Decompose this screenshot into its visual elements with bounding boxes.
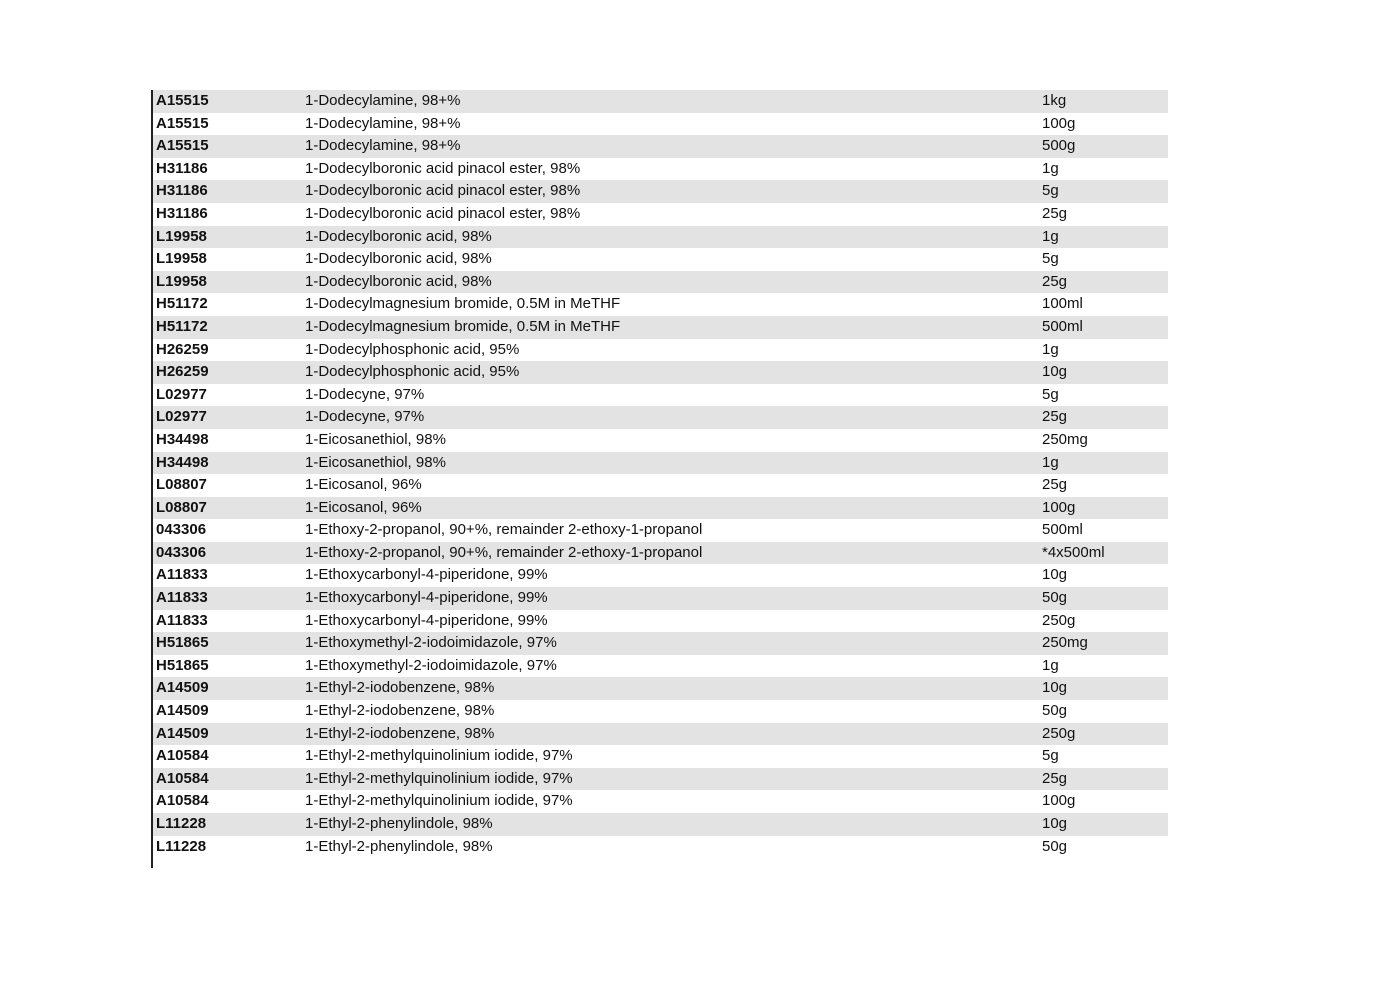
- product-code: H51865: [156, 656, 209, 674]
- pack-size: 10g: [1042, 815, 1068, 832]
- product-name: 1-Dodecylboronic acid, 98%: [305, 272, 492, 290]
- pack-size: 1g: [1042, 159, 1059, 177]
- pack-size: 25g: [1042, 476, 1068, 494]
- product-code: H34498: [156, 453, 209, 471]
- product-name: 1-Ethoxycarbonyl-4-piperidone, 99%: [305, 611, 548, 629]
- product-code: H51172: [156, 317, 208, 335]
- product-name: 1-Dodecylamine, 98+%: [305, 114, 461, 132]
- table-row: [153, 745, 1168, 768]
- pack-size: 1g: [1042, 340, 1059, 358]
- pack-size: 50g: [1042, 589, 1068, 607]
- pack-size: 1g: [1042, 453, 1059, 471]
- pack-size: 250g: [1042, 611, 1076, 629]
- product-code: L11228: [156, 837, 207, 855]
- product-name: 1-Dodecylmagnesium bromide, 0.5M in MeTHF: [305, 317, 621, 335]
- product-code: L19958: [156, 272, 207, 290]
- product-name: 1-Ethoxycarbonyl-4-piperidone, 99%: [305, 566, 548, 584]
- table-row: [153, 655, 1168, 678]
- product-name: 1-Dodecylphosphonic acid, 95%: [305, 340, 520, 358]
- product-name: 1-Eicosanol, 96%: [305, 498, 422, 516]
- product-name: 1-Dodecylmagnesium bromide, 0.5M in MeTHF: [305, 295, 621, 313]
- table-row: [153, 587, 1168, 610]
- pack-size: 250mg: [1042, 634, 1088, 652]
- product-code: L08807: [156, 498, 207, 516]
- pack-size: 25g: [1042, 204, 1068, 222]
- product-name: 1-Ethoxy-2-propanol, 90+%, remainder 2-ethoxy-1-propanol: [305, 521, 703, 539]
- table-row: [153, 293, 1168, 316]
- table-row: [153, 226, 1168, 249]
- product-code: A11833: [156, 566, 208, 584]
- table-row: [153, 90, 1168, 113]
- table-row: [153, 384, 1168, 407]
- table-row: [153, 564, 1168, 587]
- table-row: [153, 316, 1168, 339]
- pack-size: 25g: [1042, 272, 1068, 290]
- product-name: 1-Ethyl-2-iodobenzene, 98%: [305, 702, 495, 720]
- product-code: 043306: [156, 521, 207, 539]
- product-code: H31186: [156, 159, 208, 177]
- product-code: A14509: [156, 702, 209, 720]
- product-name: 1-Dodecylboronic acid, 98%: [305, 250, 492, 268]
- product-name: 1-Ethoxymethyl-2-iodoimidazole, 97%: [305, 656, 557, 674]
- product-code: H31186: [156, 182, 208, 200]
- product-name: 1-Dodecylamine, 98+%: [305, 137, 461, 155]
- table-row: [153, 542, 1168, 565]
- pack-size: 500ml: [1042, 317, 1083, 335]
- product-name: 1-Dodecyne, 97%: [305, 385, 425, 403]
- pack-size: 10g: [1042, 566, 1068, 584]
- table-row: [153, 248, 1168, 271]
- table-row: [153, 180, 1168, 203]
- pack-size: 5g: [1042, 182, 1059, 200]
- product-name: 1-Ethyl-2-methylquinolinium iodide, 97%: [305, 792, 573, 810]
- product-name: 1-Dodecyne, 97%: [305, 408, 425, 426]
- product-code: H34498: [156, 430, 209, 448]
- product-code: A15515: [156, 92, 209, 109]
- table-row: [153, 429, 1168, 452]
- table-row: [153, 677, 1168, 700]
- product-name: 1-Ethyl-2-methylquinolinium iodide, 97%: [305, 769, 573, 787]
- table-row: [153, 700, 1168, 723]
- product-name: 1-Eicosanethiol, 98%: [305, 430, 446, 448]
- product-code: L19958: [156, 227, 207, 245]
- product-name: 1-Dodecylamine, 98+%: [305, 92, 461, 109]
- product-code: A10584: [156, 769, 209, 787]
- table-row: [153, 836, 1168, 859]
- pack-size: 1kg: [1042, 92, 1067, 109]
- table-row: [153, 158, 1168, 181]
- table-row: [153, 406, 1168, 429]
- pack-size: 1g: [1042, 656, 1059, 674]
- pack-size: 500g: [1042, 137, 1076, 155]
- pack-size: 100ml: [1042, 295, 1083, 313]
- product-code: A10584: [156, 747, 209, 765]
- table-row: [153, 271, 1168, 294]
- pack-size: 50g: [1042, 837, 1068, 855]
- table-row: [153, 813, 1168, 836]
- pack-size: 10g: [1042, 363, 1068, 381]
- table-row: [153, 790, 1168, 813]
- table-row: [153, 519, 1168, 542]
- table-bottom-spacer: [153, 858, 1168, 868]
- table-row: [153, 339, 1168, 362]
- pack-size: *4x500ml: [1042, 543, 1105, 561]
- product-code: L11228: [156, 815, 207, 832]
- product-name: 1-Ethyl-2-iodobenzene, 98%: [305, 679, 495, 697]
- product-code: L08807: [156, 476, 207, 494]
- pack-size: 100g: [1042, 498, 1076, 516]
- product-name: 1-Dodecylboronic acid pinacol ester, 98%: [305, 159, 581, 177]
- table-row: [153, 135, 1168, 158]
- table-row: [153, 361, 1168, 384]
- pack-size: 5g: [1042, 747, 1059, 765]
- product-code: H51865: [156, 634, 209, 652]
- table-row: [153, 113, 1168, 136]
- pack-size: 100g: [1042, 114, 1076, 132]
- product-name: 1-Ethyl-2-iodobenzene, 98%: [305, 724, 495, 742]
- pack-size: 500ml: [1042, 521, 1083, 539]
- product-code: A15515: [156, 137, 209, 155]
- product-code: A15515: [156, 114, 209, 132]
- table-row: [153, 452, 1168, 475]
- product-name: 1-Ethoxymethyl-2-iodoimidazole, 97%: [305, 634, 557, 652]
- product-code: L02977: [156, 385, 207, 403]
- product-code: A14509: [156, 724, 209, 742]
- product-name: 1-Ethoxycarbonyl-4-piperidone, 99%: [305, 589, 548, 607]
- product-name: 1-Ethyl-2-phenylindole, 98%: [305, 815, 493, 832]
- product-name: 1-Eicosanethiol, 98%: [305, 453, 446, 471]
- pack-size: 10g: [1042, 679, 1068, 697]
- product-name: 1-Ethoxy-2-propanol, 90+%, remainder 2-ethoxy-1-propanol: [305, 543, 703, 561]
- pack-size: 5g: [1042, 250, 1059, 268]
- table-row: [153, 723, 1168, 746]
- pack-size: 25g: [1042, 408, 1068, 426]
- table-row: [153, 203, 1168, 226]
- product-code: H26259: [156, 340, 209, 358]
- pack-size: 5g: [1042, 385, 1059, 403]
- pack-size: 100g: [1042, 792, 1076, 810]
- product-table: [151, 90, 1168, 868]
- product-name: 1-Dodecylboronic acid pinacol ester, 98%: [305, 182, 581, 200]
- product-name: 1-Dodecylboronic acid, 98%: [305, 227, 492, 245]
- pack-size: 250mg: [1042, 430, 1088, 448]
- table-row: [153, 632, 1168, 655]
- product-code: H51172: [156, 295, 208, 313]
- product-code: 043306: [156, 543, 207, 561]
- product-code: A11833: [156, 611, 208, 629]
- product-code: A11833: [156, 589, 208, 607]
- product-code: H26259: [156, 363, 209, 381]
- product-name: 1-Eicosanol, 96%: [305, 476, 422, 494]
- pack-size: 50g: [1042, 702, 1068, 720]
- table-row: [153, 497, 1168, 520]
- product-name: 1-Ethyl-2-methylquinolinium iodide, 97%: [305, 747, 573, 765]
- product-name: 1-Ethyl-2-phenylindole, 98%: [305, 837, 493, 855]
- table-row: [153, 768, 1168, 791]
- product-code: H31186: [156, 204, 208, 222]
- pack-size: 250g: [1042, 724, 1076, 742]
- product-name: 1-Dodecylphosphonic acid, 95%: [305, 363, 520, 381]
- product-code: A14509: [156, 679, 209, 697]
- product-code: A10584: [156, 792, 209, 810]
- pack-size: 1g: [1042, 227, 1059, 245]
- table-row: [153, 610, 1168, 633]
- table-row: [153, 474, 1168, 497]
- product-code: L19958: [156, 250, 207, 268]
- pack-size: 25g: [1042, 769, 1068, 787]
- product-name: 1-Dodecylboronic acid pinacol ester, 98%: [305, 204, 581, 222]
- product-code: L02977: [156, 408, 207, 426]
